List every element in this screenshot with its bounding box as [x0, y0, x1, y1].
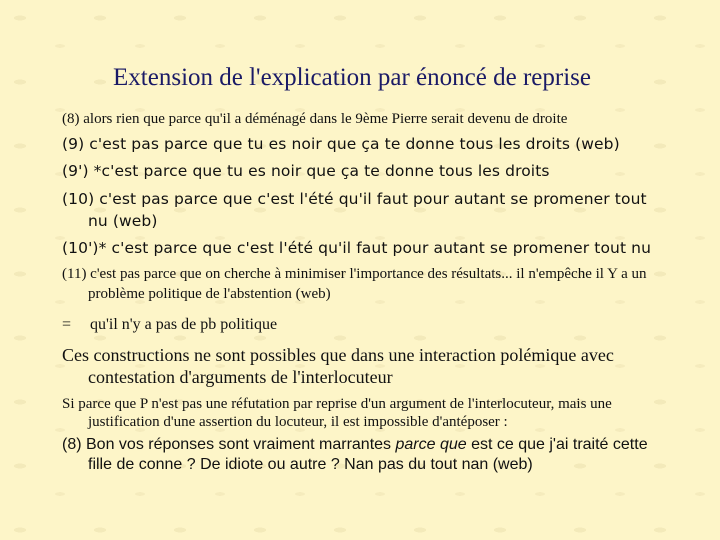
example-9-prime: (9') *c'est parce que tu es noir que ça te donne tous les droits	[62, 162, 550, 180]
example-9: (9) c'est pas parce que tu es noir que ça te donne tous les droits (web)	[62, 135, 620, 153]
example-8: (8) alors rien que parce qu'il a déménagé dans le 9ème Pierre serait devenu de droite	[62, 111, 568, 127]
remark-paragraph: Ces constructions ne sont possibles que dans une interaction polémique avec contestation d'arguments de l'interlocuteur	[62, 345, 614, 387]
example-10-prime: (10')* c'est parce que c'est l'été qu'il faut pour autant se promener tout nu	[62, 239, 652, 257]
example-10: (10) c'est pas parce que c'est l'été qu'il faut pour autant se promener tout nu (web)	[62, 190, 647, 230]
last-example-italic: parce que	[395, 436, 467, 453]
equals-sign: =	[62, 316, 72, 333]
equivalence-line	[62, 315, 662, 335]
slide-body	[62, 110, 662, 475]
equivalence-text: qu'il n'y a pas de pb politique	[90, 316, 278, 333]
last-example-after: est ce que j'ai traité cette fille de conne ? De idiote ou autre ? Nan pas du tout nan (web)	[88, 436, 648, 473]
slide-title: Extension de l'explication par énoncé de reprise	[113, 64, 591, 91]
last-example-before: (8) Bon vos réponses sont vraiment marrantes	[62, 436, 396, 453]
example-11: (11) c'est pas parce que on cherche à minimiser l'importance des résultats... il n'empêche il Y a un problème politique de l'abstention (web)	[62, 266, 647, 302]
condition-paragraph: Si parce que P n'est pas une réfutation par reprise d'un argument de l'interlocuteur, mais une justification d'une assertion du locuteur, il est impossible d'antéposer :	[62, 396, 612, 430]
last-example	[62, 435, 662, 475]
